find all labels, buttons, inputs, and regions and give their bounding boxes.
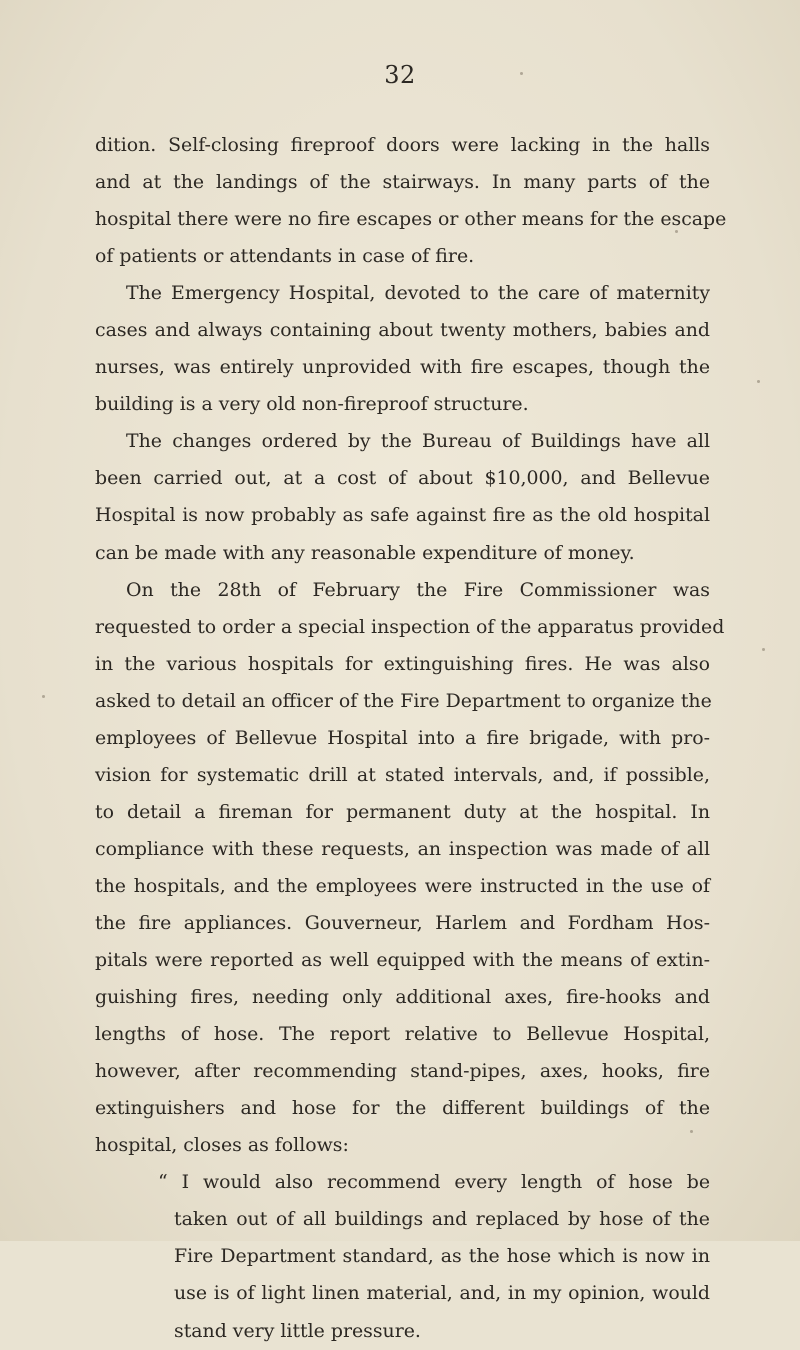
text-line: extinguishers and hose for the different buildings of the xyxy=(95,1097,710,1120)
text-line: however, after recommending stand-pipes, axes, hooks, fire xyxy=(95,1060,710,1083)
paper-speck xyxy=(520,72,523,75)
text-line: taken out of all buildings and replaced by hose of the xyxy=(174,1208,710,1231)
text-line: and at the landings of the stairways. In many parts of the xyxy=(95,171,710,194)
text-line: been carried out, at a cost of about $10,000, and Bellevue xyxy=(95,467,710,490)
text-line: hospital there were no fire escapes or other means for the escape xyxy=(95,208,727,231)
text-line: “ I would also recommend every length of hose be xyxy=(158,1171,710,1194)
paper-speck xyxy=(757,380,760,383)
text-line: The Emergency Hospital, devoted to the care of maternity xyxy=(126,282,710,305)
text-line: use is of light linen material, and, in my opinion, would xyxy=(174,1282,710,1305)
paper-speck xyxy=(690,1130,693,1133)
text-line: The changes ordered by the Bureau of Buildings have all xyxy=(126,430,710,453)
paper-speck xyxy=(42,695,45,698)
text-line: cases and always containing about twenty mothers, babies and xyxy=(95,319,710,342)
body-text xyxy=(95,127,727,1350)
text-line: building is a very old non-fireproof structure. xyxy=(95,393,529,416)
text-line: stand very little pressure. xyxy=(174,1319,421,1342)
text-line: the fire appliances. Gouverneur, Harlem and Fordham Hos- xyxy=(95,911,710,934)
text-line: can be made with any reasonable expenditure of money. xyxy=(95,541,635,564)
text-line: nurses, was entirely unprovided with fire escapes, though the xyxy=(95,356,710,379)
text-line: in the various hospitals for extinguishing fires. He was also xyxy=(95,652,710,675)
text-line: of patients or attendants in case of fire. xyxy=(95,245,475,268)
text-line: hospital, closes as follows: xyxy=(95,1134,349,1157)
text-line: dition. Self-closing fireproof doors were lacking in the halls xyxy=(95,134,710,156)
text-line: pitals were reported as well equipped with the means of extin- xyxy=(95,949,710,972)
paper-speck xyxy=(762,648,765,651)
text-line: the hospitals, and the employees were instructed in the use of xyxy=(95,874,710,897)
text-line: to detail a fireman for permanent duty at the hospital. In xyxy=(95,800,710,823)
paper-speck xyxy=(675,230,678,233)
text-line: Fire Department standard, as the hose which is now in xyxy=(174,1245,710,1268)
text-line: requested to order a special inspection of the apparatus provided xyxy=(95,615,725,638)
text-line: Hospital is now probably as safe against fire as the old hospital xyxy=(95,504,710,527)
text-line: vision for systematic drill at stated intervals, and, if possible, xyxy=(95,763,710,786)
text-line: lengths of hose. The report relative to Bellevue Hospital, xyxy=(95,1023,710,1046)
text-line: asked to detail an officer of the Fire Department to organize the xyxy=(95,689,712,712)
text-line: On the 28th of February the Fire Commissioner was xyxy=(126,578,710,601)
text-line: employees of Bellevue Hospital into a fire brigade, with pro- xyxy=(95,726,710,749)
text-line: guishing fires, needing only additional axes, fire-hooks and xyxy=(95,986,710,1009)
text-line: compliance with these requests, an inspection was made of all xyxy=(95,837,710,860)
page-number: 32 xyxy=(384,61,416,89)
